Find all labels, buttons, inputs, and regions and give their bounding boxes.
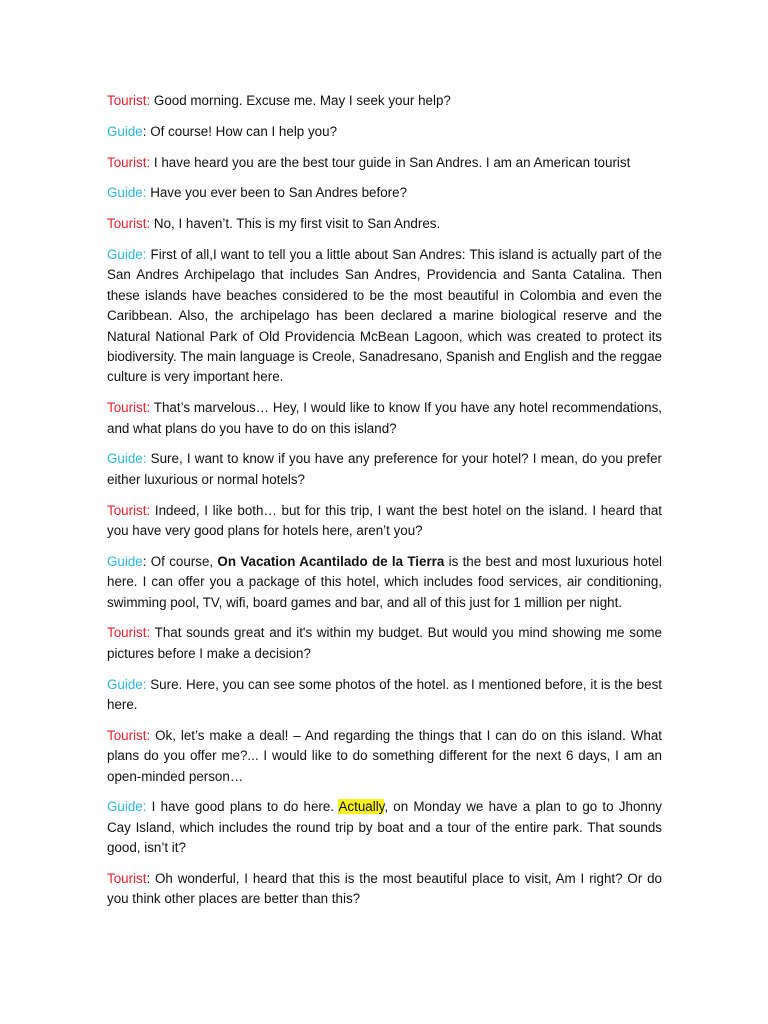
dialogue-text: I have good plans to do here. [146, 799, 339, 815]
highlighted-word: Actually [338, 799, 385, 815]
speaker-label: Tourist [107, 154, 147, 170]
dialogue-text: No, I haven’t. This is my first visit to San Andres. [150, 216, 441, 232]
speaker-colon: : [142, 246, 147, 262]
dialogue-paragraph [107, 122, 662, 142]
speaker-label: Guide [107, 246, 143, 262]
dialogue-paragraph [107, 91, 662, 111]
speaker-colon: : [142, 676, 147, 692]
speaker-label: Guide [107, 123, 143, 139]
speaker-label: Tourist [107, 502, 147, 518]
document-page [107, 91, 662, 920]
speaker-colon: : [146, 502, 151, 518]
dialogue-paragraph [107, 398, 662, 439]
speaker-colon: : [142, 185, 147, 201]
dialogue-text: I have heard you are the best tour guide in San Andres. I am an American tourist [150, 154, 631, 170]
speaker-colon: : [142, 553, 147, 569]
dialogue-text: Of course! How can I help you? [146, 123, 338, 139]
dialogue-text: Sure, I want to know if you have any preference for your hotel? I mean, do you prefer either luxurious or normal hotels? [107, 451, 662, 487]
dialogue-text: Of course, [146, 553, 218, 569]
speaker-colon: : [142, 799, 147, 815]
dialogue-paragraph [107, 797, 662, 858]
dialogue-paragraph [107, 153, 662, 173]
speaker-colon: : [146, 625, 151, 641]
speaker-label: Guide [107, 553, 143, 569]
dialogue-paragraph [107, 726, 662, 787]
speaker-colon: : [142, 123, 147, 139]
speaker-colon: : [146, 154, 151, 170]
speaker-label: Tourist [107, 216, 147, 232]
speaker-colon: : [142, 451, 147, 467]
speaker-colon: : [146, 871, 151, 887]
dialogue-text: That’s marvelous… Hey, I would like to know If you have any hotel recommendations, and what plans do you have to do on this island? [107, 400, 662, 436]
dialogue-text: , on Monday we have a plan to go to Jhonny Cay Island, which includes the round trip by boat and a tour of the entire park. That sounds good, isn’t it? [107, 799, 662, 856]
dialogue-text: Sure. Here, you can see some photos of the hotel. as I mentioned before, it is the best here. [107, 676, 662, 713]
dialogue-paragraph [107, 675, 662, 716]
dialogue-paragraph [107, 245, 662, 388]
dialogue-paragraph [107, 552, 662, 613]
dialogue-paragraph [107, 449, 662, 490]
dialogue-paragraph [107, 623, 662, 664]
speaker-label: Tourist [107, 93, 147, 108]
dialogue-text: is the best and most luxurious hotel here. I can offer you a package of this hotel, which includes food services, air conditioning, swimming pool, TV, wifi, board games and bar, and all of this just for 1 million per night. [107, 553, 662, 610]
dialogue-paragraph [107, 183, 662, 203]
dialogue-text: First of all,I want to tell you a little about San Andres: This island is actually part of the San Andres Archipelago that includes San Andres, Providencia and Santa Catalina. Then these islands have beaches considered to be the most beautiful in Colombia and even the Caribbean. Also, the archipelago has been declared a marine biological reserve and the Natural National Park of Old Providencia McBean Lagoon, which was created to protect its biodiversity. The main language is Creole, Sanadresano, Spanish and English and the reggae culture is very important here. [107, 246, 662, 385]
dialogue-paragraph [107, 501, 662, 542]
dialogue-paragraph [107, 869, 662, 910]
dialogue-text: That sounds great and it's within my budget. But would you mind showing me some pictures before I make a decision? [107, 625, 662, 661]
dialogue-text: Ok, let’s make a deal! – And regarding the things that I can do on this island. What plans do you offer me?... I would like to do something different for the next 6 days, I am an open-minded person… [107, 727, 662, 784]
speaker-label: Guide [107, 799, 143, 815]
speaker-colon: : [146, 727, 151, 743]
speaker-label: Guide [107, 676, 143, 692]
speaker-label: Guide [107, 451, 143, 467]
speaker-colon: : [146, 400, 151, 416]
dialogue-text: Oh wonderful, I heard that this is the most beautiful place to visit, Am I right? Or do you think other places are better than this? [107, 871, 662, 907]
speaker-colon: : [146, 216, 151, 232]
dialogue-text: Good morning. Excuse me. May I seek your help? [150, 93, 451, 108]
speaker-label: Guide [107, 185, 143, 201]
dialogue-text: Have you ever been to San Andres before? [146, 185, 408, 201]
speaker-label: Tourist [107, 871, 147, 887]
hotel-name: On Vacation Acantilado de la Tierra [217, 553, 445, 569]
speaker-label: Tourist [107, 727, 147, 743]
dialogue-text: Indeed, I like both… but for this trip, I want the best hotel on the island. I heard that you have very good plans for hotels here, aren’t you? [107, 502, 662, 539]
speaker-label: Tourist [107, 625, 147, 641]
speaker-label: Tourist [107, 400, 147, 416]
dialogue-paragraph [107, 214, 662, 234]
speaker-colon: : [146, 93, 151, 108]
